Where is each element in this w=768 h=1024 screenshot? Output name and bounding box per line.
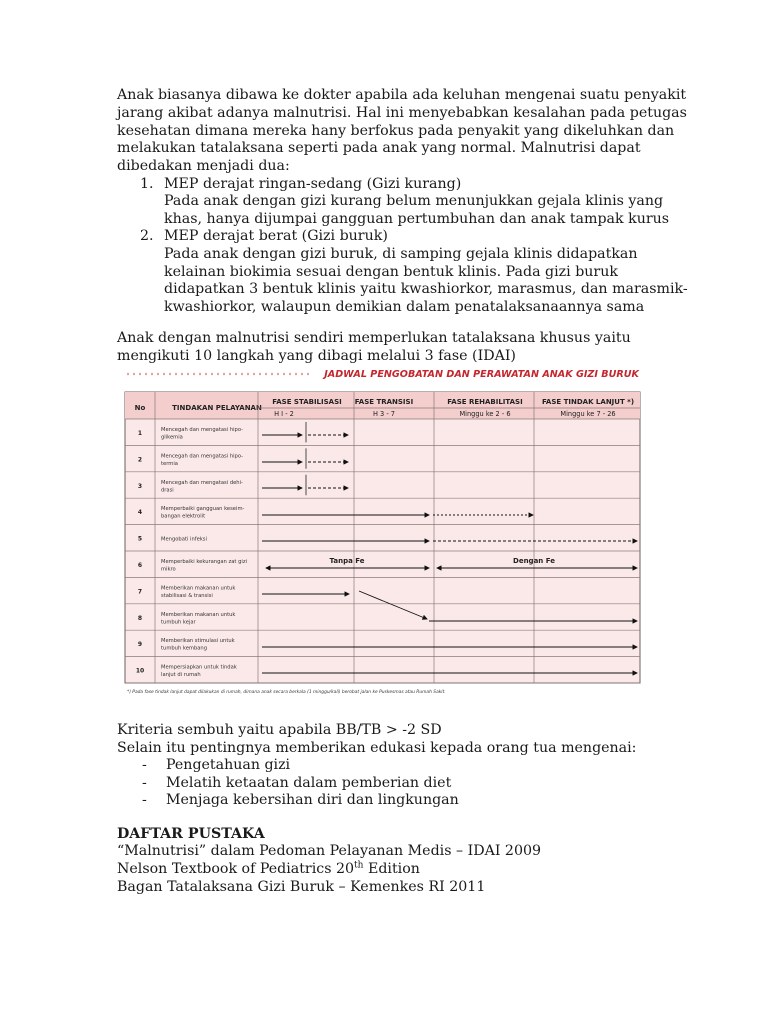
phase-stabilisasi: FASE STABILISASI xyxy=(272,398,342,406)
row-action-text: Memperbaiki kekurangan zat gizi xyxy=(161,559,247,565)
row-action-text: tumbuh kejar xyxy=(161,619,196,626)
row-number: 10 xyxy=(135,667,145,675)
row-number: 7 xyxy=(137,588,143,596)
row-number: 3 xyxy=(137,482,143,490)
bullet-item: Melatih ketaatan dalam pemberian diet xyxy=(166,775,452,791)
kriteria-text: Kriteria sembuh yaitu apabila BB/TB > -2 SD xyxy=(117,722,442,738)
list-item-desc: khas, hanya dijumpai gangguan pertumbuhan dan anak tampak kurus xyxy=(164,211,670,227)
list-item-desc: Pada anak dengan gizi kurang belum menunjukkan gejala klinis yang xyxy=(164,193,664,209)
row-number: 1 xyxy=(137,430,143,437)
row-action-text: Mengobati infeksi xyxy=(161,536,207,543)
subhead-h3-7: H 3 - 7 xyxy=(372,410,396,418)
treatment-schedule-figure xyxy=(121,365,643,700)
list-item-title: MEP derajat berat (Gizi buruk) xyxy=(164,228,388,244)
row-action-text: Mencegah dan mengatasi hipo- xyxy=(161,427,243,433)
label-dengan-fe: Dengan Fe xyxy=(513,557,555,565)
row-action-text: bangan elektrolit xyxy=(161,513,206,520)
reference-item: Bagan Tatalaksana Gizi Buruk – Kemenkes RI 2011 xyxy=(117,879,486,895)
list-item-title: MEP derajat ringan-sedang (Gizi kurang) xyxy=(164,176,462,192)
reference-text: Edition xyxy=(363,861,420,877)
row-action-text: glikemia xyxy=(161,434,183,441)
bullet-item: Menjaga kebersihan diri dan lingkungan xyxy=(166,792,459,808)
schedule-table-svg xyxy=(121,365,643,700)
intro-line: melakukan tatalaksana seperti pada anak yang normal. Malnutrisi dapat xyxy=(117,140,641,156)
phase-transisi: FASE TRANSISI xyxy=(354,398,414,406)
bullet-marker: - xyxy=(142,757,147,773)
row-number: 6 xyxy=(137,562,143,569)
row-action-text: drasi xyxy=(161,487,174,494)
figure-footnote: *) Pada fase tindak lanjut dapat dilakukan di rumah, dimana anak secara berkala (1 minggu/kali) berobat jalan ke Puskesmas atau Rumah Sakit. xyxy=(127,690,446,695)
row-action-text: Mencegah dan mengatasi dehi- xyxy=(161,479,243,486)
col-action-header: TINDAKAN PELAYANAN xyxy=(172,404,262,412)
row-number: 9 xyxy=(137,641,143,649)
reference-item: “Malnutrisi” dalam Pedoman Pelayanan Medis – IDAI 2009 xyxy=(117,843,542,859)
list-number: 2. xyxy=(140,228,154,244)
row-action-text: mikro xyxy=(161,566,176,573)
phase-rehabilitasi: FASE REHABILITASI xyxy=(447,398,523,406)
subhead-h1-2: H I - 2 xyxy=(274,410,294,418)
row-number: 2 xyxy=(137,456,143,464)
row-number: 4 xyxy=(137,509,143,517)
para-line: Anak dengan malnutrisi sendiri memperlukan tatalaksana khusus yaitu xyxy=(117,330,631,346)
row-action-text: stabilisasi & transisi xyxy=(161,592,213,599)
row-number: 8 xyxy=(137,614,143,622)
intro-line: dibedakan menjadi dua: xyxy=(117,158,290,174)
row-action-text: Mencegah dan mengatasi hipo- xyxy=(161,453,243,460)
intro-line: kesehatan dimana mereka hany berfokus pada penyakit yang dikeluhkan dan xyxy=(117,123,675,139)
row-action-text: Mempersiapkan untuk tindak xyxy=(161,664,237,671)
col-no-header: No xyxy=(134,404,146,412)
bullet-marker: - xyxy=(142,792,147,808)
row-action-text: Memperbaiki gangguan keseim- xyxy=(161,506,245,513)
row-action-text: Memberikan makanan untuk xyxy=(161,585,236,592)
list-item-desc: Pada anak dengan gizi buruk, di samping gejala klinis didapatkan xyxy=(164,246,638,262)
list-number: 1. xyxy=(140,176,154,192)
phase-tindak-lanjut: FASE TINDAK LANJUT *) xyxy=(541,398,635,406)
list-item-desc: kelainan biokimia sesuai dengan bentuk klinis. Pada gizi buruk xyxy=(164,264,618,280)
row-action-text: lanjut di rumah xyxy=(161,672,201,679)
row-action-text: tumbuh kembang xyxy=(161,645,208,652)
subhead-minggu-2-6: Minggu ke 2 - 6 xyxy=(459,410,511,418)
list-item-desc: didapatkan 3 bentuk klinis yaitu kwashiorkor, marasmus, dan marasmik- xyxy=(164,281,688,297)
label-tanpa-fe: Tanpa Fe xyxy=(329,557,365,565)
subhead-minggu-7-26: Minggu ke 7 - 26 xyxy=(560,410,616,418)
row-action-text: termia xyxy=(161,460,178,467)
row-action-text: Memberikan makanan untuk xyxy=(161,611,236,618)
row-action-text: Memberikan stimulasi untuk xyxy=(161,638,235,645)
references-heading: DAFTAR PUSTAKA xyxy=(117,826,265,842)
reference-superscript: th xyxy=(354,860,364,871)
bullet-item: Pengetahuan gizi xyxy=(166,757,291,773)
intro-line: jarang akibat adanya malnutrisi. Hal ini menyebabkan kesalahan pada petugas xyxy=(117,105,687,121)
reference-text: Nelson Textbook of Pediatrics 20 xyxy=(117,861,355,877)
list-item-desc: kwashiorkor, walaupun demikian dalam penatalaksanaannya sama xyxy=(164,299,645,315)
row-number: 5 xyxy=(137,535,143,543)
edukasi-intro: Selain itu pentingnya memberikan edukasi kepada orang tua mengenai: xyxy=(117,740,637,756)
intro-line: Anak biasanya dibawa ke dokter apabila ada keluhan mengenai suatu penyakit xyxy=(117,87,687,103)
bullet-marker: - xyxy=(142,775,147,791)
figure-title: JADWAL PENGOBATAN DAN PERAWATAN ANAK GIZI BURUK xyxy=(324,369,639,380)
reference-item xyxy=(117,861,420,879)
para-line: mengikuti 10 langkah yang dibagi melalui 3 fase (IDAI) xyxy=(117,348,516,364)
